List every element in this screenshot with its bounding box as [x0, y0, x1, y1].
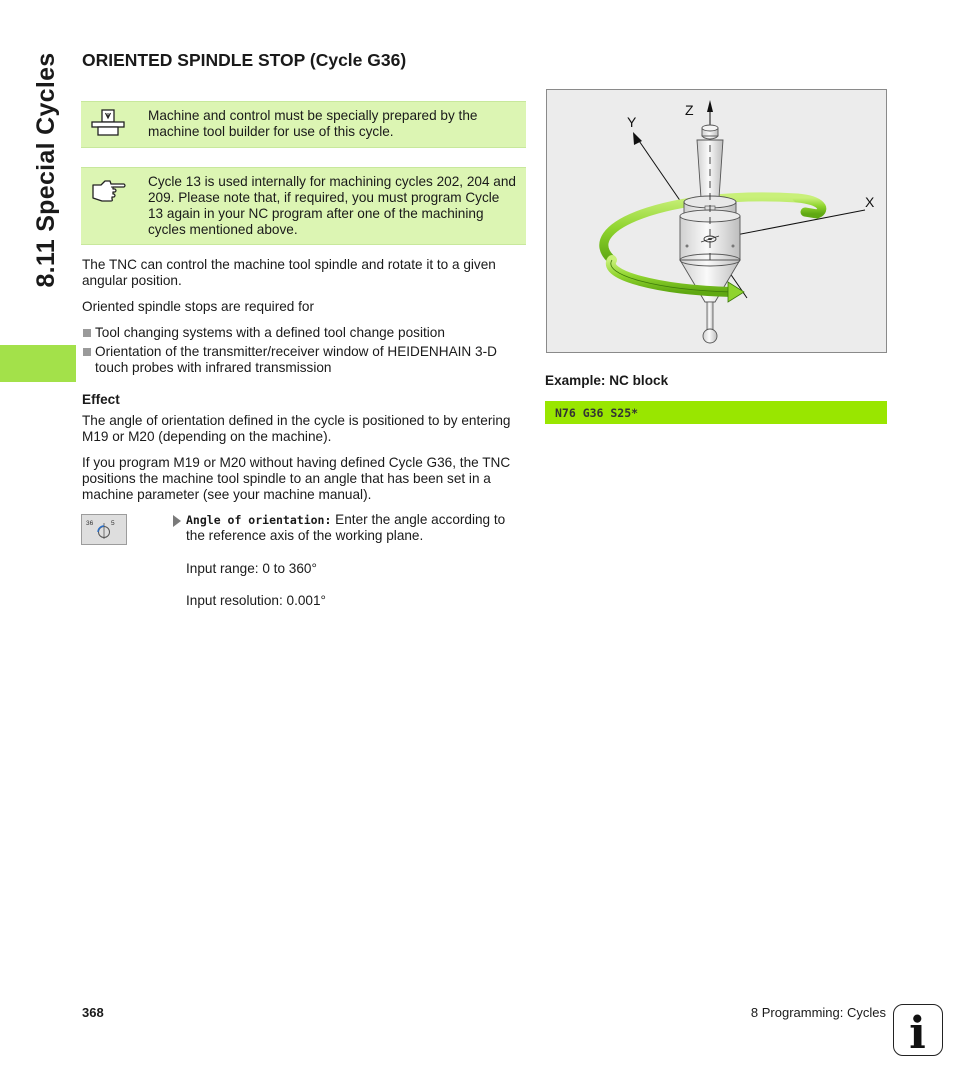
footer-chapter: 8 Programming: Cycles [750, 1005, 886, 1020]
triangle-right-icon [173, 515, 181, 527]
effect-subheading: Effect [82, 392, 120, 407]
bullet-square-icon [83, 348, 91, 356]
info-icon [893, 1004, 943, 1056]
intro-paragraph: The TNC can control the machine tool spindle and rotate it to a given angular position. [82, 257, 496, 288]
chapter-tab-marker [0, 345, 76, 382]
chapter-title-text: 8.11 Special Cycles [32, 52, 60, 288]
nc-code-text: N76 G36 S25* [555, 406, 639, 420]
note-cycle-13 [81, 167, 526, 245]
axis-label-y: Y [627, 114, 637, 130]
bullet-square-icon [83, 329, 91, 337]
machine-icon [91, 108, 125, 142]
parameter-text: Enter the angle according to the reference axis of the working plane. [186, 512, 506, 543]
axis-label-z: Z [685, 102, 694, 118]
nc-block-code [545, 401, 887, 424]
parameter-name: Angle of orientation: [186, 513, 332, 527]
note-text: Cycle 13 is used internally for machining cycles 202, 204 and 209. Please note that, if required, you must program Cycle 13 again in your NC program after one of the machining cycles mentioned above. [148, 174, 516, 237]
note-machine-prepared [81, 101, 526, 148]
example-title: Example: NC block [545, 373, 669, 388]
required-for-paragraph: Oriented spindle stops are required for [82, 299, 314, 314]
softkey-label-left: 36 [86, 520, 94, 527]
pointing-hand-icon [91, 176, 127, 208]
list-item-text: Orientation of the transmitter/receiver window of HEIDENHAIN 3-D touch probes with infrared transmission [95, 344, 497, 375]
effect-paragraph-1: The angle of orientation defined in the cycle is positioned to by entering M19 or M20 (depending on the machine). [82, 413, 511, 444]
input-resolution: Input resolution: 0.001° [186, 593, 326, 608]
cycle-softkey-icon [81, 514, 127, 545]
softkey-label-right: 5 [111, 520, 115, 527]
list-item-text: Tool changing systems with a defined tool change position [95, 325, 445, 340]
page-title: ORIENTED SPINDLE STOP (Cycle G36) [82, 50, 407, 70]
axis-label-x: X [865, 194, 875, 210]
spindle-figure [546, 89, 887, 353]
effect-paragraph-2: If you program M19 or M20 without having defined Cycle G36, the TNC positions the machine tool spindle to an angle that has been set in a machine parameter (see your machine manual). [82, 455, 511, 502]
parameter-description [186, 512, 526, 544]
input-range: Input range: 0 to 360° [186, 561, 317, 576]
info-icon-letter: i [909, 1008, 926, 1054]
note-text: Machine and control must be specially prepared by the machine tool builder for use of this cycle. [148, 108, 478, 139]
page-number: 368 [82, 1005, 104, 1020]
chapter-sidebar-title [22, 50, 70, 290]
